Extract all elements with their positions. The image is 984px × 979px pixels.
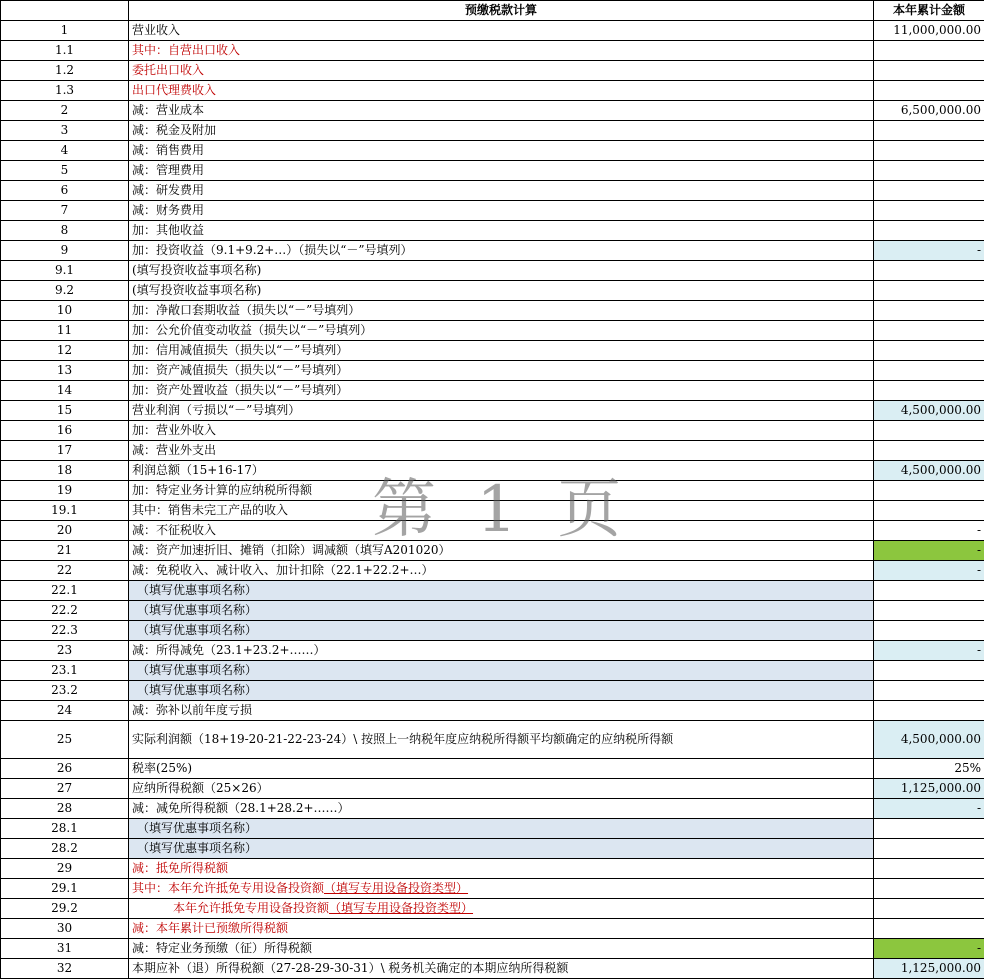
row-item-label: 委托出口收入: [132, 63, 204, 77]
row-amount-cell[interactable]: [874, 301, 984, 321]
row-number: 27: [1, 779, 129, 799]
table-row: [1, 859, 984, 879]
row-number: 26: [1, 759, 129, 779]
table-row: [1, 381, 984, 401]
row-number: 9: [1, 241, 129, 261]
table-row: [1, 661, 984, 681]
table-row: [1, 61, 984, 81]
row-item-cell[interactable]: [129, 61, 874, 81]
row-item-label: 营业利润（亏损以“－”号填列）: [132, 403, 300, 417]
row-item-cell[interactable]: [129, 819, 874, 839]
row-item-cell[interactable]: [129, 121, 874, 141]
row-item-label: 减：所得减免（23.1+23.2+……）: [132, 643, 326, 657]
row-number: 25: [1, 721, 129, 759]
row-item-cell[interactable]: [129, 581, 874, 601]
row-amount-cell[interactable]: [874, 221, 984, 241]
row-item-label: 利润总额（15+16-17）: [132, 463, 264, 477]
table-row: [1, 561, 984, 581]
row-item-cell[interactable]: [129, 101, 874, 121]
table-row: [1, 181, 984, 201]
row-item-cell[interactable]: [129, 41, 874, 61]
table-row: [1, 939, 984, 959]
row-item-cell[interactable]: [129, 721, 874, 759]
row-item-label: 减：本年累计已预缴所得税额: [132, 921, 288, 935]
row-number: 28.2: [1, 839, 129, 859]
row-item-label: 减：财务费用: [132, 203, 204, 217]
row-item-label: 减：税金及附加: [132, 123, 216, 137]
row-number: 22.3: [1, 621, 129, 641]
row-amount-cell[interactable]: -: [874, 541, 984, 561]
row-item-cell[interactable]: [129, 759, 874, 779]
table-row: [1, 201, 984, 221]
row-amount-cell[interactable]: [874, 281, 984, 301]
row-amount-cell[interactable]: -: [874, 521, 984, 541]
row-number: 1.3: [1, 81, 129, 101]
row-number: 22.1: [1, 581, 129, 601]
row-number: 23.1: [1, 661, 129, 681]
row-item-label: 税率(25%): [132, 761, 192, 775]
table-row: [1, 799, 984, 819]
row-item-cell[interactable]: [129, 161, 874, 181]
row-number: 9.2: [1, 281, 129, 301]
row-number: 1.1: [1, 41, 129, 61]
row-item-type-link[interactable]: （填写专用设备投资类型）: [324, 881, 468, 895]
header-row: [1, 1, 984, 21]
row-item-cell[interactable]: [129, 461, 874, 481]
row-item-cell[interactable]: [129, 501, 874, 521]
row-amount-cell[interactable]: 1,125,000.00: [874, 959, 984, 979]
row-item-cell[interactable]: [129, 541, 874, 561]
row-amount-cell[interactable]: [874, 661, 984, 681]
row-item-label: 减：减免所得税额（28.1+28.2+……）: [132, 801, 350, 815]
table-row: [1, 461, 984, 481]
table-row: [1, 641, 984, 661]
row-number: 23.2: [1, 681, 129, 701]
row-item-label: 其中：本年允许抵免专用设备投资额: [132, 881, 324, 895]
table-row: [1, 261, 984, 281]
row-number: 18: [1, 461, 129, 481]
row-item-cell[interactable]: [129, 919, 874, 939]
row-item-label: 减：免税收入、减计收入、加计扣除（22.1+22.2+…）: [132, 563, 434, 577]
row-number: 19.1: [1, 501, 129, 521]
row-item-cell[interactable]: [129, 859, 874, 879]
row-item-cell[interactable]: [129, 441, 874, 461]
row-amount-cell[interactable]: 11,000,000.00: [874, 21, 984, 41]
row-item-label: 减：销售费用: [132, 143, 204, 157]
row-item-label: 减：特定业务预缴（征）所得税额: [132, 941, 312, 955]
row-item-label: （填写优惠事项名称）: [137, 683, 257, 697]
table-row: [1, 521, 984, 541]
row-amount-cell[interactable]: -: [874, 799, 984, 819]
row-item-cell[interactable]: [129, 201, 874, 221]
row-item-label: 其中：自营出口收入: [132, 43, 240, 57]
table-row: [1, 161, 984, 181]
row-number: 1: [1, 21, 129, 41]
row-item-label: 减：营业外支出: [132, 443, 216, 457]
row-number: 23: [1, 641, 129, 661]
table-row: [1, 701, 984, 721]
row-number: 14: [1, 381, 129, 401]
row-item-label: （填写优惠事项名称）: [137, 841, 257, 855]
row-number: 13: [1, 361, 129, 381]
row-item-cell[interactable]: [129, 21, 874, 41]
row-item-label: 减：资产加速折旧、摊销（扣除）调减额（填写A201020）: [132, 543, 450, 557]
row-amount-cell[interactable]: 4,500,000.00: [874, 401, 984, 421]
row-amount-cell[interactable]: 4,500,000.00: [874, 721, 984, 759]
row-item-label: 减：不征税收入: [132, 523, 216, 537]
row-item-cell[interactable]: [129, 601, 874, 621]
row-amount-cell[interactable]: [874, 859, 984, 879]
row-number: 10: [1, 301, 129, 321]
table-row: [1, 121, 984, 141]
row-item-cell[interactable]: [129, 799, 874, 819]
row-number: 20: [1, 521, 129, 541]
row-item-cell[interactable]: [129, 641, 874, 661]
row-item-cell[interactable]: [129, 301, 874, 321]
row-item-label: 加：公允价值变动收益（损失以“－”号填列）: [132, 323, 372, 337]
table-row: [1, 759, 984, 779]
row-item-label: （填写优惠事项名称）: [137, 663, 257, 677]
row-amount-cell[interactable]: [874, 441, 984, 461]
row-item-label: 实际利润额（18+19-20-21-22-23-24）\ 按照上一纳税年度应纳税所得额平均额确定的应纳税所得额: [132, 732, 673, 746]
row-amount-cell[interactable]: [874, 919, 984, 939]
row-item-label: 加：净敞口套期收益（损失以“－”号填列）: [132, 303, 360, 317]
table-row: [1, 839, 984, 859]
table-row: [1, 899, 984, 919]
row-amount-cell[interactable]: [874, 581, 984, 601]
table-row: [1, 581, 984, 601]
row-number: 29.2: [1, 899, 129, 919]
table-row: [1, 441, 984, 461]
row-item-cell[interactable]: [129, 401, 874, 421]
row-item-label: 加：营业外收入: [132, 423, 216, 437]
table-row: [1, 241, 984, 261]
table-row: [1, 819, 984, 839]
table-row: [1, 41, 984, 61]
row-item-label: 加：其他收益: [132, 223, 204, 237]
row-item-cell[interactable]: [129, 561, 874, 581]
row-number: 28: [1, 799, 129, 819]
row-number: 24: [1, 701, 129, 721]
row-item-cell[interactable]: [129, 939, 874, 959]
row-number: 7: [1, 201, 129, 221]
row-amount-cell[interactable]: [874, 361, 984, 381]
row-number: 5: [1, 161, 129, 181]
row-amount-cell[interactable]: -: [874, 939, 984, 959]
table-row: [1, 361, 984, 381]
row-amount-cell[interactable]: [874, 501, 984, 521]
table-row: [1, 101, 984, 121]
row-number: 15: [1, 401, 129, 421]
row-amount-cell[interactable]: [874, 481, 984, 501]
row-item-label: 营业收入: [132, 23, 180, 37]
row-item-label: 加：资产减值损失（损失以“－”号填列）: [132, 363, 348, 377]
row-item-label: 加：投资收益（9.1+9.2+…）（损失以“－”号填列）: [132, 243, 413, 257]
table-row: [1, 421, 984, 441]
row-number: 21: [1, 541, 129, 561]
row-amount-cell[interactable]: [874, 879, 984, 899]
table-row: [1, 621, 984, 641]
row-item-cell[interactable]: [129, 221, 874, 241]
row-item-cell[interactable]: [129, 681, 874, 701]
table-row: [1, 481, 984, 501]
row-item-label: （填写优惠事项名称）: [137, 623, 257, 637]
row-item-cell[interactable]: [129, 321, 874, 341]
row-number: 6: [1, 181, 129, 201]
row-amount-cell[interactable]: [874, 839, 984, 859]
row-item-label: 本年允许抵免专用设备投资额: [173, 901, 329, 915]
row-number: 11: [1, 321, 129, 341]
header-col-amount: 本年累计金额: [874, 1, 984, 21]
row-item-cell[interactable]: [129, 899, 874, 919]
row-item-label: (填写投资收益事项名称): [132, 283, 261, 297]
row-item-label: （填写优惠事项名称）: [137, 583, 257, 597]
table-row: [1, 141, 984, 161]
row-amount-cell[interactable]: [874, 601, 984, 621]
row-amount-cell[interactable]: [874, 161, 984, 181]
table-row: [1, 401, 984, 421]
row-amount-cell[interactable]: [874, 421, 984, 441]
page-watermark: 第 1 页: [372, 458, 631, 550]
row-number: 9.1: [1, 261, 129, 281]
row-item-cell[interactable]: [129, 341, 874, 361]
row-amount-cell[interactable]: -: [874, 241, 984, 261]
row-amount-cell[interactable]: [874, 621, 984, 641]
row-item-label: 减：研发费用: [132, 183, 204, 197]
row-item-type-link[interactable]: （填写专用设备投资类型）: [329, 901, 473, 915]
row-amount-cell[interactable]: [874, 321, 984, 341]
row-item-cell[interactable]: [129, 701, 874, 721]
table-row: [1, 21, 984, 41]
row-number: 2: [1, 101, 129, 121]
row-number: 8: [1, 221, 129, 241]
row-item-label: 加：信用减值损失（损失以“－”号填列）: [132, 343, 348, 357]
table-row: [1, 221, 984, 241]
row-item-cell[interactable]: [129, 521, 874, 541]
row-item-cell[interactable]: [129, 481, 874, 501]
row-item-cell[interactable]: [129, 141, 874, 161]
row-number: 3: [1, 121, 129, 141]
row-item-cell[interactable]: [129, 361, 874, 381]
row-number: 1.2: [1, 61, 129, 81]
row-number: 29: [1, 859, 129, 879]
row-number: 32: [1, 959, 129, 979]
row-item-cell[interactable]: [129, 81, 874, 101]
table-row: [1, 81, 984, 101]
row-item-cell[interactable]: [129, 381, 874, 401]
row-amount-cell[interactable]: 4,500,000.00: [874, 461, 984, 481]
row-item-cell[interactable]: [129, 421, 874, 441]
row-item-label: 减：抵免所得税额: [132, 861, 228, 875]
row-amount-cell[interactable]: [874, 261, 984, 281]
row-amount-cell[interactable]: [874, 141, 984, 161]
row-item-cell[interactable]: [129, 261, 874, 281]
row-item-label: 其中：销售未完工产品的收入: [132, 503, 288, 517]
row-amount-cell[interactable]: [874, 41, 984, 61]
table-row: [1, 301, 984, 321]
row-number: 30: [1, 919, 129, 939]
row-item-label: 应纳所得税额（25×26）: [132, 781, 269, 795]
row-number: 19: [1, 481, 129, 501]
row-amount-cell[interactable]: [874, 61, 984, 81]
table-row: [1, 879, 984, 899]
header-col-item: 预缴税款计算: [129, 1, 874, 21]
row-amount-cell[interactable]: [874, 701, 984, 721]
row-number: 17: [1, 441, 129, 461]
row-amount-cell[interactable]: [874, 201, 984, 221]
table-row: [1, 321, 984, 341]
row-number: 12: [1, 341, 129, 361]
row-number: 31: [1, 939, 129, 959]
table-row: [1, 779, 984, 799]
row-item-label: （填写优惠事项名称）: [137, 603, 257, 617]
table-row: [1, 721, 984, 759]
row-item-label: 减：弥补以前年度亏损: [132, 703, 252, 717]
row-amount-cell[interactable]: [874, 181, 984, 201]
row-amount-cell[interactable]: [874, 341, 984, 361]
row-amount-cell[interactable]: 6,500,000.00: [874, 101, 984, 121]
header-col-index: [1, 1, 129, 21]
row-amount-cell[interactable]: -: [874, 641, 984, 661]
row-item-label: 加：特定业务计算的应纳税所得额: [132, 483, 312, 497]
table-row: [1, 919, 984, 939]
row-number: 16: [1, 421, 129, 441]
row-item-cell[interactable]: [129, 241, 874, 261]
table-row: [1, 541, 984, 561]
row-item-label: 出口代理费收入: [132, 83, 216, 97]
table-row: [1, 681, 984, 701]
table-row: [1, 601, 984, 621]
table-row: [1, 281, 984, 301]
row-item-cell[interactable]: [129, 879, 874, 899]
row-amount-cell[interactable]: [874, 81, 984, 101]
row-item-label: 减：管理费用: [132, 163, 204, 177]
row-item-cell[interactable]: [129, 621, 874, 641]
table-row: [1, 501, 984, 521]
table-row: [1, 341, 984, 361]
row-amount-cell[interactable]: [874, 381, 984, 401]
row-item-cell[interactable]: [129, 779, 874, 799]
row-number: 22: [1, 561, 129, 581]
row-amount-cell[interactable]: 1,125,000.00: [874, 779, 984, 799]
row-item-label: (填写投资收益事项名称): [132, 263, 261, 277]
row-number: 4: [1, 141, 129, 161]
row-item-cell[interactable]: [129, 281, 874, 301]
row-item-label: 减：营业成本: [132, 103, 204, 117]
row-item-label: （填写优惠事项名称）: [137, 821, 257, 835]
row-amount-cell[interactable]: 25%: [874, 759, 984, 779]
row-number: 28.1: [1, 819, 129, 839]
row-number: 29.1: [1, 879, 129, 899]
row-amount-cell[interactable]: [874, 121, 984, 141]
row-item-cell[interactable]: [129, 661, 874, 681]
row-item-cell[interactable]: [129, 839, 874, 859]
row-amount-cell[interactable]: [874, 681, 984, 701]
row-amount-cell[interactable]: [874, 899, 984, 919]
row-number: 22.2: [1, 601, 129, 621]
row-item-cell[interactable]: [129, 181, 874, 201]
row-amount-cell[interactable]: -: [874, 561, 984, 581]
row-item-label: 本期应补（退）所得税额（27-28-29-30-31）\ 税务机关确定的本期应纳所得税额: [132, 961, 568, 975]
row-item-label: 加：资产处置收益（损失以“－”号填列）: [132, 383, 348, 397]
row-amount-cell[interactable]: [874, 819, 984, 839]
